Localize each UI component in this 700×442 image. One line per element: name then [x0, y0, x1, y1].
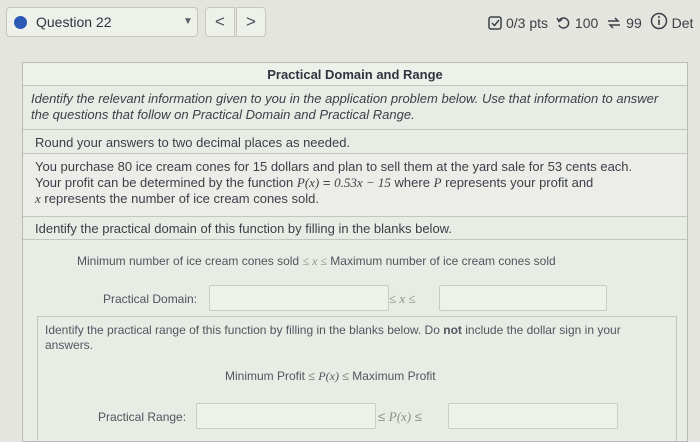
problem-text: Your profit can be determined by the function — [35, 175, 294, 190]
checkbox-icon — [488, 16, 502, 33]
instructions: Identify the relevant information given to you in the application problem below. Use that information to answer the questions that follow on Practical Domain and Practical Range. — [23, 86, 687, 130]
function-lhs: P(x) — [296, 175, 320, 190]
domain-section — [37, 240, 677, 316]
range-hint — [225, 369, 436, 384]
domain-question: Identify the practical domain of this function by filling in the blanks below. — [23, 217, 687, 240]
question-panel — [22, 62, 688, 442]
range-max-input[interactable] — [448, 403, 618, 429]
question-label: Question 22 — [36, 14, 112, 30]
range-leq: ≤ — [414, 409, 422, 424]
domain-min-input[interactable] — [209, 285, 389, 311]
range-min-input[interactable] — [196, 403, 376, 429]
range-hint-min: Minimum Profit — [225, 369, 306, 383]
points-text: 0/3 pts — [506, 15, 549, 31]
top-toolbar — [0, 0, 700, 48]
range-section — [37, 316, 677, 442]
range-question — [45, 323, 670, 353]
domain-hint-max: Maximum number of ice cream cones sold — [330, 254, 556, 268]
range-function: P(x) — [388, 409, 412, 424]
range-hint-leq: ≤ — [308, 369, 315, 383]
question-selector[interactable] — [6, 7, 198, 37]
x-variable: x — [35, 191, 41, 206]
problem-text: represents your profit and — [445, 175, 594, 190]
panel-title: Practical Domain and Range — [267, 67, 443, 82]
retry-icon[interactable] — [556, 16, 571, 33]
range-question-text: include the dollar sign — [465, 323, 582, 337]
range-question-text: Identify the practical range of this function by filling in the blanks below. Do — [45, 323, 440, 337]
problem-statement — [23, 154, 687, 217]
range-question-text: in your answers. — [45, 323, 621, 352]
problem-line-2 — [35, 175, 675, 191]
domain-inequality: ≤ x ≤ — [389, 291, 416, 306]
details-link[interactable]: Det — [671, 15, 694, 31]
chevron-down-icon: ▼ — [183, 16, 193, 27]
next-question-button[interactable]: > — [236, 7, 266, 37]
equals-sign: = — [322, 175, 331, 190]
domain-hint — [77, 254, 556, 269]
problem-text: represents the number of ice cream cones sold. — [44, 191, 319, 206]
retries-count: 100 — [574, 15, 599, 31]
range-label: Practical Range: — [98, 410, 187, 424]
info-icon[interactable] — [650, 12, 668, 33]
panel-title-row — [23, 63, 687, 86]
problem-line-1: You purchase 80 ice cream cones for 15 dollars and plan to sell them at the yard sale for 53 cents each. — [35, 159, 633, 174]
domain-hint-inequality: ≤ x ≤ — [302, 254, 327, 268]
domain-max-input[interactable] — [439, 285, 607, 311]
previous-question-button[interactable]: < — [205, 7, 235, 37]
function-rhs: 0.53x − 15 — [334, 175, 391, 190]
domain-label: Practical Domain: — [103, 292, 198, 306]
range-leq: ≤ — [378, 409, 386, 424]
question-status-dot — [14, 16, 27, 29]
range-hint-leq: ≤ — [342, 369, 349, 383]
profit-variable: P — [433, 175, 442, 190]
problem-line-3 — [35, 191, 675, 207]
domain-hint-min: Minimum number of ice cream cones sold — [77, 254, 300, 268]
range-inequality — [378, 409, 422, 425]
range-hint-max: Maximum Profit — [352, 369, 436, 383]
attempts-count: 99 — [626, 15, 642, 31]
problem-text: where — [394, 175, 430, 190]
question-stats — [488, 12, 697, 33]
attempts-icon — [606, 16, 622, 33]
range-question-emphasis: not — [443, 323, 462, 337]
range-hint-function: P(x) — [318, 369, 339, 383]
rounding-note: Round your answers to two decimal places as needed. — [23, 130, 687, 154]
